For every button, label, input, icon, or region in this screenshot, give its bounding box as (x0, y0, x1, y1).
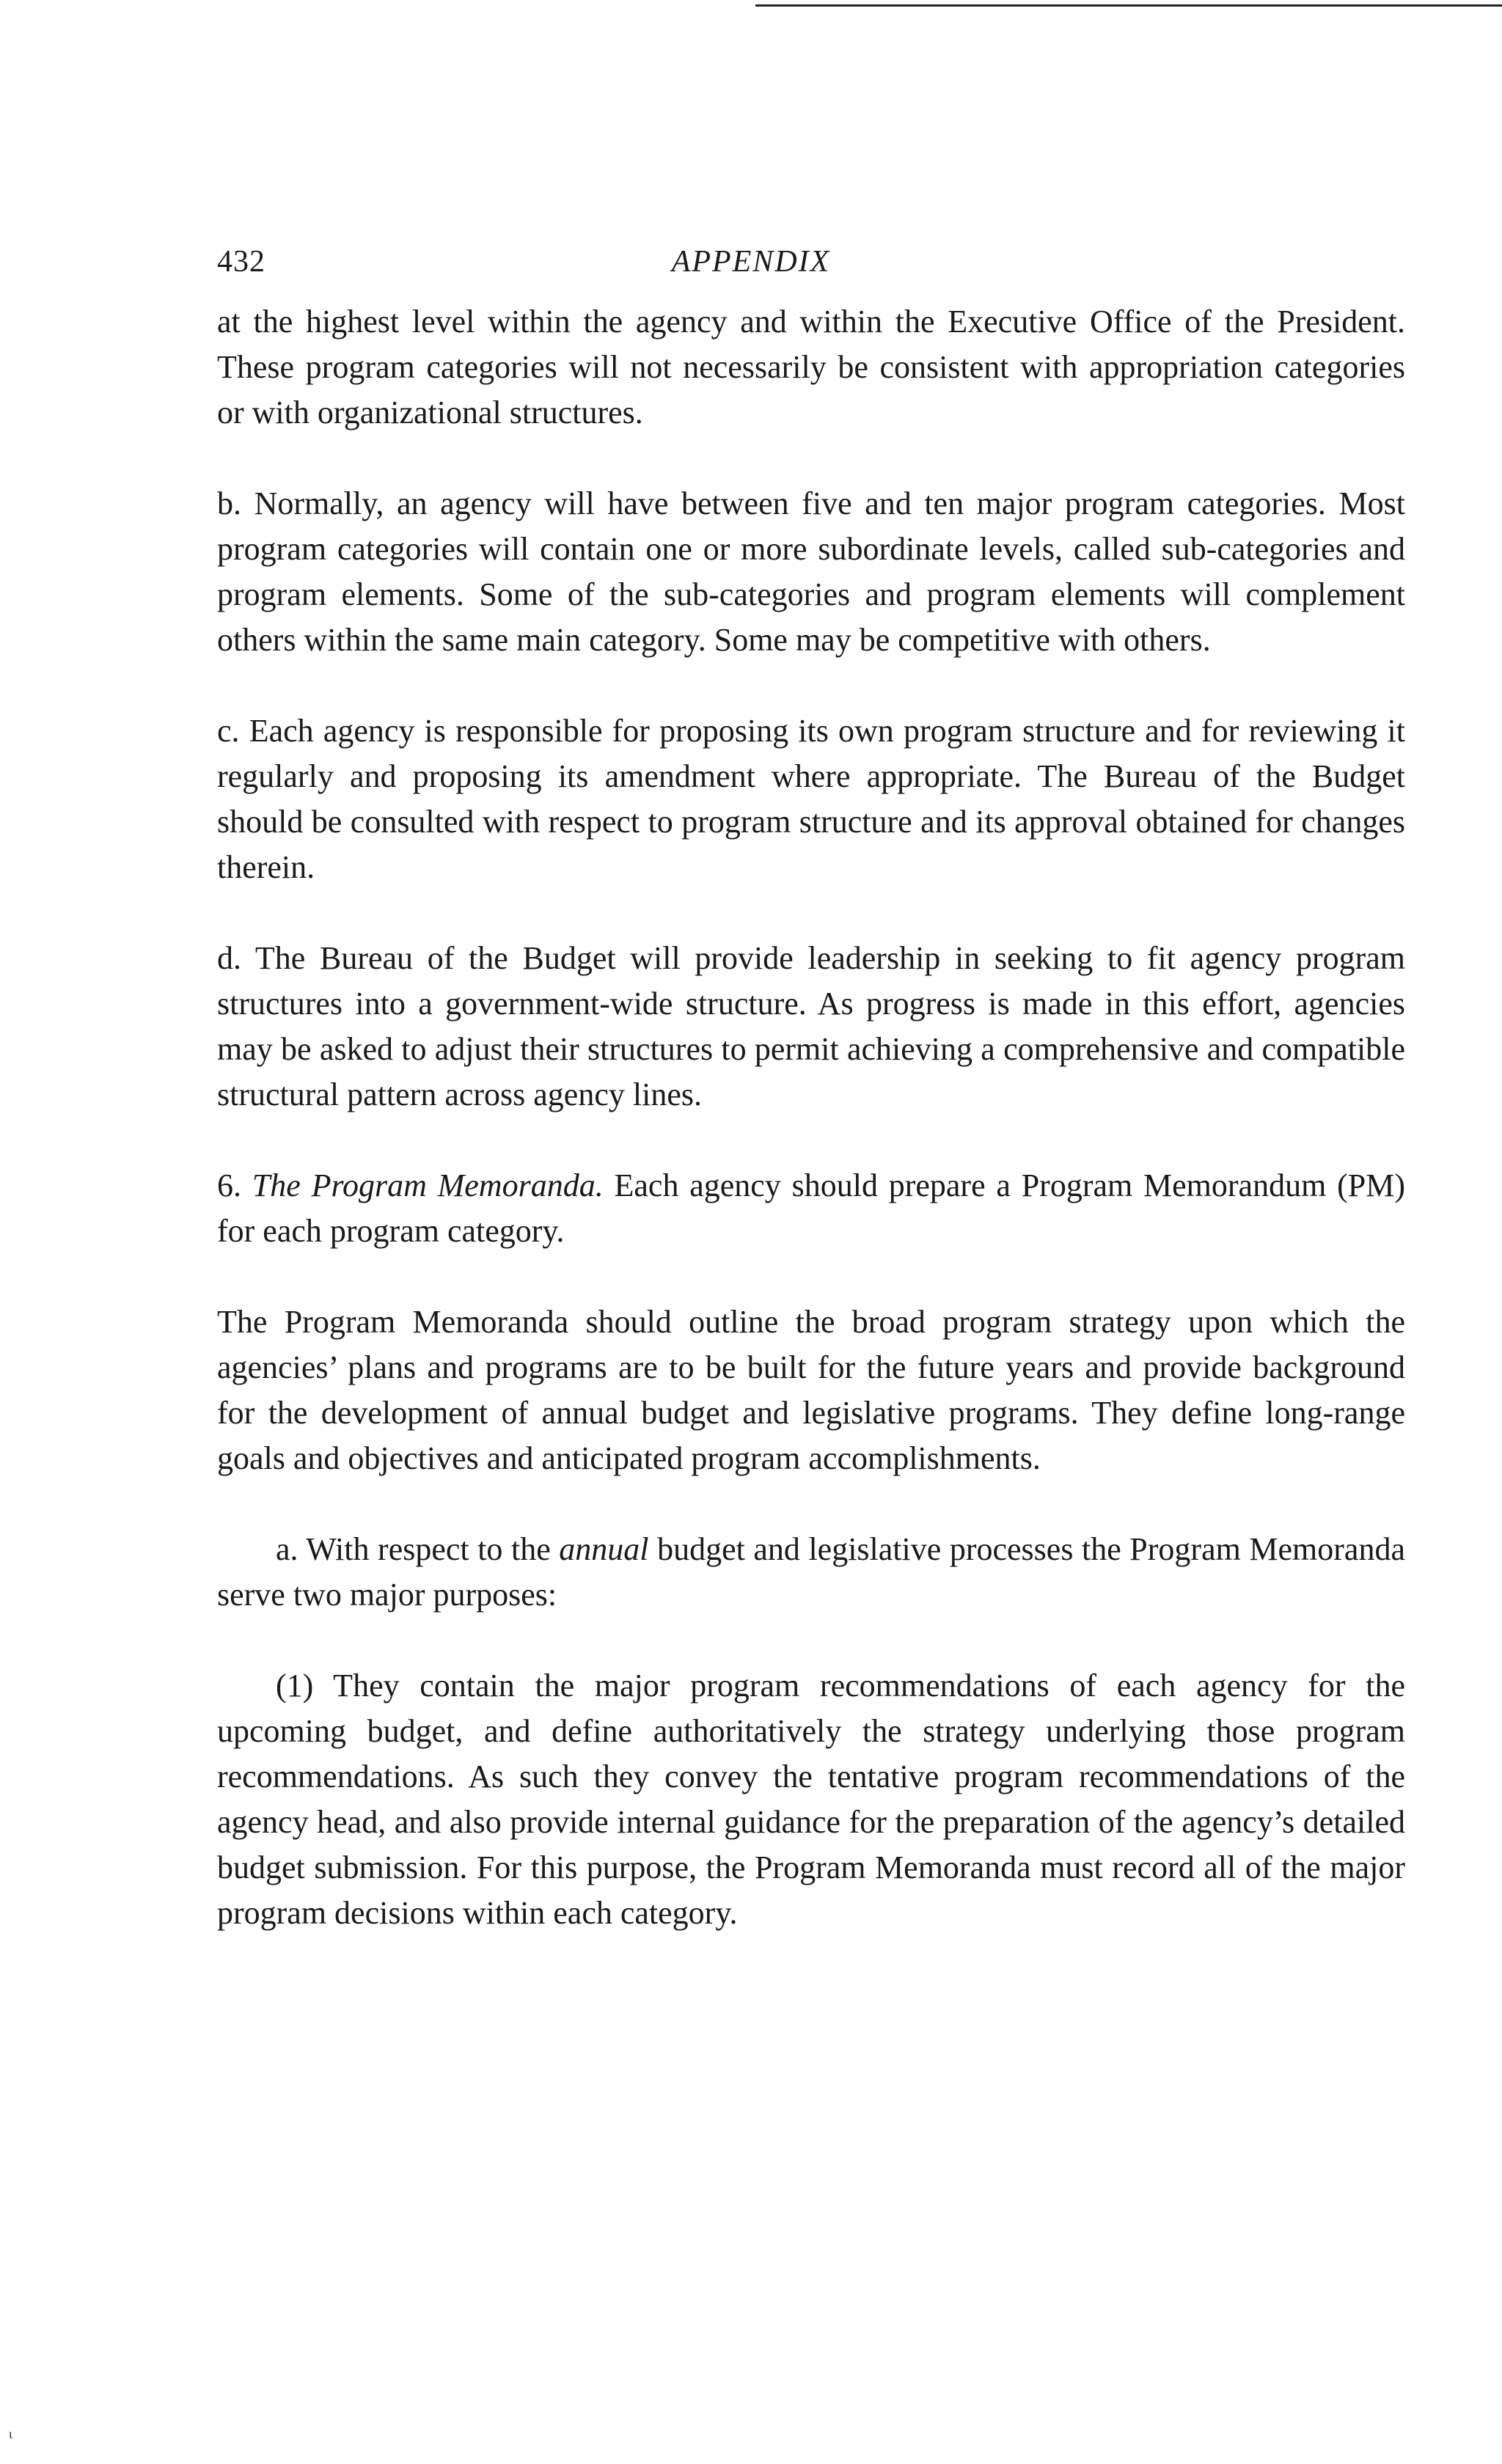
page-number: 432 (217, 245, 265, 279)
section-title: The Program Memoranda. (252, 1167, 604, 1203)
paragraph-1: (1) They contain the major program recommendations of each agency for the upcoming budget, and define authoritatively the strategy underlying those program recommendations. As such they convey the tentative program recommendations of the agency head, and also provide internal guidance for the preparation of the agency’s detailed budget submission. For this purpose, the Program Memoranda must record all of the major program decisions within each category. (217, 1668, 1405, 1931)
top-border-rule (755, 4, 1502, 7)
paragraph-b: b. Normally, an agency will have between five and ten major program categories. Most program categories will contain one or more subordinate levels, called sub-categories and program elements. Some of the sub-categories and program elements will complement others within the same main category. Some may be competitive with others. (217, 485, 1405, 658)
margin-mark: ι (9, 2427, 12, 2441)
paragraph-program-memoranda: The Program Memoranda should outline the broad program strategy upon which the agencies’ plans and programs are to be built for the future years and provide background for the development of annual budget and legislative programs. They define long-range goals and objectives and anticipated program accomplishments. (217, 1304, 1405, 1476)
paragraph-c: c. Each agency is responsible for proposing its own program structure and for reviewing it regularly and proposing its amendment where appropriate. The Bureau of the Budget should be consulted with respect to program structure and its approval obtained for changes therein. (217, 713, 1405, 885)
running-head: APPENDIX (671, 245, 831, 279)
paragraph-a-prefix: a. With respect to the (276, 1531, 560, 1567)
section-number: 6. (217, 1167, 252, 1203)
section-intro-text: Each agency should prepare a Program Memorandum (PM) for each program category. (217, 1167, 1405, 1249)
paragraph-a (217, 1527, 1405, 1618)
body-text (217, 299, 1405, 1936)
section-6-heading-paragraph (217, 1163, 1405, 1254)
emphasis-annual: annual (559, 1531, 649, 1567)
paragraph-a-rest: budget and legislative processes the Program Memoranda serve two major purposes: (217, 1531, 1405, 1613)
paragraph-continuation: at the highest level within the agency and within the Executive Office of the President. These program categories will not necessarily be consistent with appropriation categories or with organizational structures. (217, 304, 1405, 430)
paragraph-d: d. The Bureau of the Budget will provide leadership in seeking to fit agency program structures into a government-wide structure. As progress is made in this effort, agencies may be asked to adjust their structures to permit achieving a comprehensive and compatible structural pattern across agency lines. (217, 940, 1405, 1112)
